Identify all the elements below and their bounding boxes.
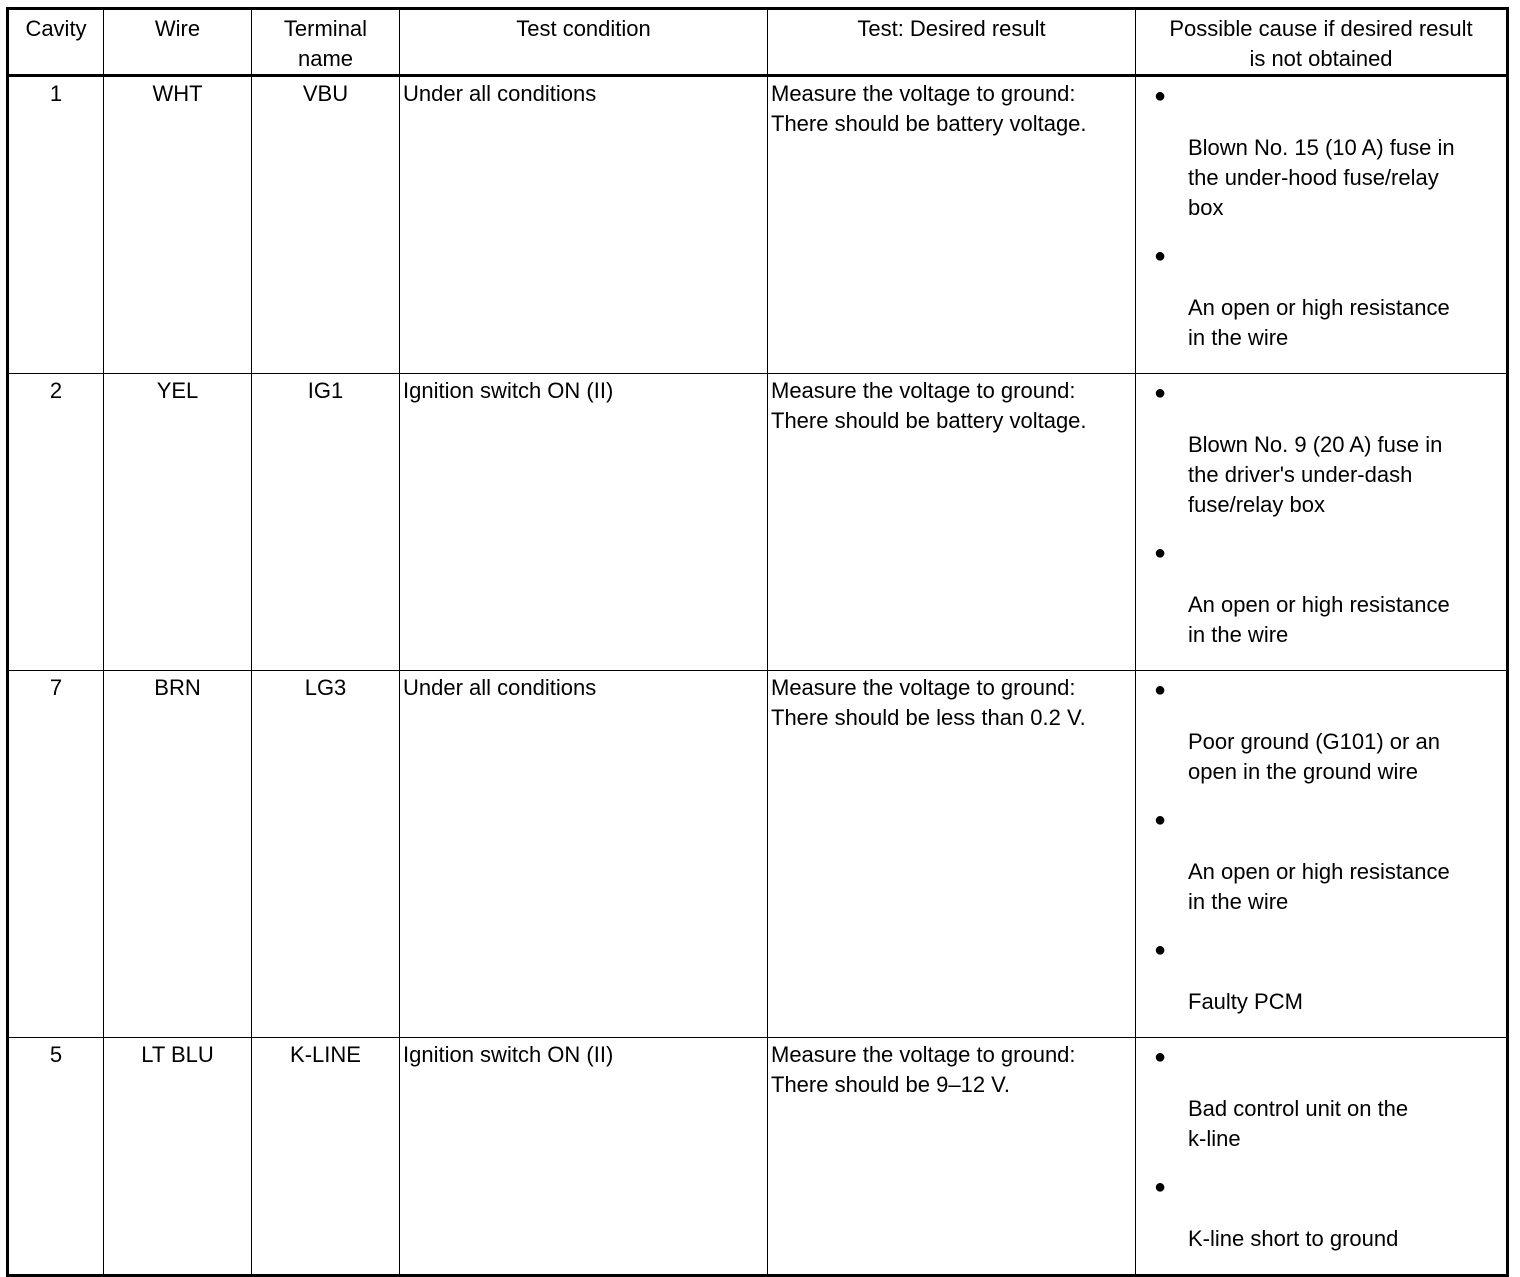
cause-line: box <box>1188 195 1224 220</box>
table-row <box>8 1038 1508 1276</box>
cell-desired-result <box>768 374 1136 671</box>
cell-test-condition: Under all conditions <box>400 76 768 374</box>
bullet-icon: ● <box>1154 939 1167 961</box>
cell-terminal-name: VBU <box>252 76 400 374</box>
header-cause-line-2: is not obtained <box>1249 46 1393 71</box>
bullet-icon: ● <box>1154 382 1167 404</box>
cause-text <box>1136 430 1500 520</box>
cause-item <box>1136 83 1500 223</box>
cause-text <box>1136 1224 1500 1254</box>
header-terminal-line-2: name <box>297 46 354 71</box>
header-possible-cause <box>1136 9 1508 76</box>
header-row <box>8 9 1508 76</box>
cause-item <box>1136 677 1500 787</box>
cell-terminal-name: K-LINE <box>252 1038 400 1276</box>
cause-text <box>1136 987 1500 1017</box>
cell-test-condition: Ignition switch ON (II) <box>400 1038 768 1276</box>
bullet-icon: ● <box>1154 85 1167 107</box>
header-wire: Wire <box>104 9 252 76</box>
cause-line: the driver's under-dash <box>1188 462 1413 487</box>
cause-line: K-line short to ground <box>1188 1226 1399 1251</box>
cell-cavity: 7 <box>8 671 104 1038</box>
cause-line: in the wire <box>1188 325 1289 350</box>
cause-line: the under-hood fuse/relay <box>1188 165 1439 190</box>
cause-item <box>1136 380 1500 520</box>
cause-text <box>1136 857 1500 917</box>
cause-line: Blown No. 9 (20 A) fuse in <box>1188 432 1443 457</box>
bullet-icon: ● <box>1154 1176 1167 1198</box>
table-row <box>8 76 1508 374</box>
table-row <box>8 374 1508 671</box>
header-terminal-line-1: Terminal <box>283 16 368 41</box>
cause-text <box>1136 727 1500 787</box>
cause-item <box>1136 807 1500 917</box>
result-line: Measure the voltage to ground: <box>771 81 1076 106</box>
result-line: There should be 9–12 V. <box>771 1072 1010 1097</box>
result-line: Measure the voltage to ground: <box>771 675 1076 700</box>
bullet-icon: ● <box>1154 679 1167 701</box>
cause-line: open in the ground wire <box>1188 759 1418 784</box>
cell-wire: YEL <box>104 374 252 671</box>
result-line: There should be less than 0.2 V. <box>771 705 1086 730</box>
cause-line: An open or high resistance <box>1188 295 1450 320</box>
cell-cavity: 2 <box>8 374 104 671</box>
cell-possible-causes <box>1136 671 1508 1038</box>
cell-terminal-name: LG3 <box>252 671 400 1038</box>
cell-wire: WHT <box>104 76 252 374</box>
result-line: There should be battery voltage. <box>771 408 1087 433</box>
cell-possible-causes <box>1136 1038 1508 1276</box>
cause-text <box>1136 590 1500 650</box>
cause-line: Poor ground (G101) or an <box>1188 729 1440 754</box>
result-line: There should be battery voltage. <box>771 111 1087 136</box>
cause-text <box>1136 133 1500 223</box>
cell-wire: BRN <box>104 671 252 1038</box>
cause-item <box>1136 243 1500 353</box>
cause-item <box>1136 1044 1500 1154</box>
cell-desired-result <box>768 1038 1136 1276</box>
cause-item <box>1136 1174 1500 1254</box>
cell-desired-result <box>768 671 1136 1038</box>
cause-line: Bad control unit on the <box>1188 1096 1409 1121</box>
header-cause-line-1: Possible cause if desired result <box>1169 16 1473 41</box>
cause-text <box>1136 1094 1500 1154</box>
result-line: Measure the voltage to ground: <box>771 1042 1076 1067</box>
cell-test-condition: Ignition switch ON (II) <box>400 374 768 671</box>
cause-line: An open or high resistance <box>1188 859 1450 884</box>
bullet-icon: ● <box>1154 245 1167 267</box>
bullet-icon: ● <box>1154 809 1167 831</box>
cause-line: in the wire <box>1188 889 1289 914</box>
cell-wire: LT BLU <box>104 1038 252 1276</box>
cause-line: Faulty PCM <box>1188 989 1303 1014</box>
cause-line: fuse/relay box <box>1188 492 1325 517</box>
cause-item <box>1136 937 1500 1017</box>
bullet-icon: ● <box>1154 542 1167 564</box>
table-row <box>8 671 1508 1038</box>
cell-cavity: 1 <box>8 76 104 374</box>
cause-line: Blown No. 15 (10 A) fuse in <box>1188 135 1455 160</box>
header-cavity: Cavity <box>8 9 104 76</box>
cell-desired-result <box>768 76 1136 374</box>
cause-line: in the wire <box>1188 622 1289 647</box>
header-test-condition: Test condition <box>400 9 768 76</box>
cell-test-condition: Under all conditions <box>400 671 768 1038</box>
cell-terminal-name: IG1 <box>252 374 400 671</box>
bullet-icon: ● <box>1154 1046 1167 1068</box>
cell-possible-causes <box>1136 374 1508 671</box>
result-line: Measure the voltage to ground: <box>771 378 1076 403</box>
cause-line: An open or high resistance <box>1188 592 1450 617</box>
cause-line: k-line <box>1188 1126 1241 1151</box>
header-desired-result: Test: Desired result <box>768 9 1136 76</box>
cause-text <box>1136 293 1500 353</box>
cell-possible-causes <box>1136 76 1508 374</box>
cell-cavity: 5 <box>8 1038 104 1276</box>
terminal-test-table <box>6 7 1509 1277</box>
cause-item <box>1136 540 1500 650</box>
header-terminal-name <box>252 9 400 76</box>
